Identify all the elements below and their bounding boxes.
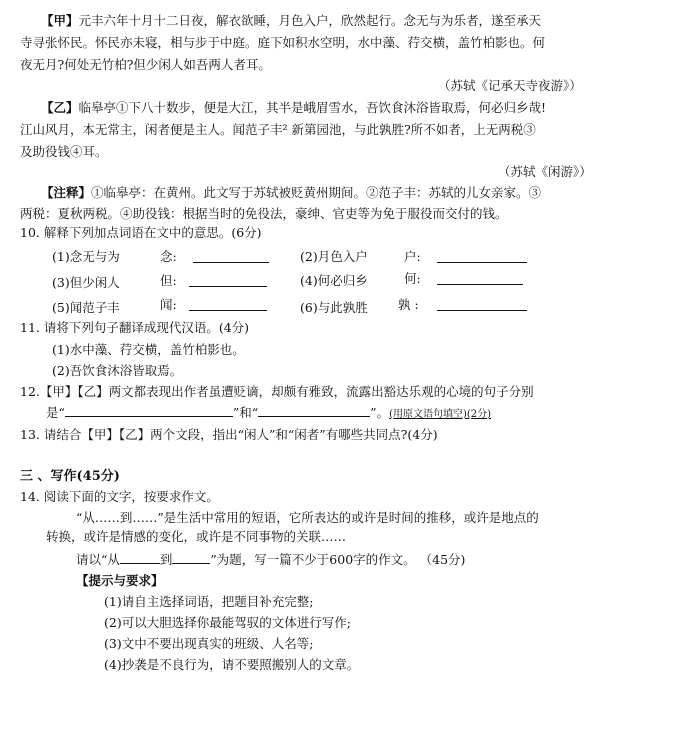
- requirement-4: (4)抄袭是不良行为，请不要照搬别人的文章。: [104, 657, 360, 672]
- q10-item-2-phrase: (2)月色入户: [300, 249, 368, 264]
- passage-b-text-1: 临皋亭①下八十数步，便是大江，其半是峨眉雪水，吾饮食沐浴皆取焉，何必归乡哉!: [78, 100, 547, 115]
- q10-item-2-answer-blank[interactable]: [437, 250, 527, 263]
- q14-passage-line-2: 转换，或许是情感的变化，或许是不同事物的关联……: [46, 529, 347, 544]
- section-3-title: 三 、写作(45分): [20, 469, 120, 484]
- notes-line-2: 两税：夏秋两税。④助役钱：根据当时的免役法，豪绅、官吏等为免于服役而交付的钱。: [20, 206, 508, 221]
- q14-passage-line-1: “从……到……”是生活中常用的短语，它所表达的或许是时间的推移，或许是地点的: [76, 510, 539, 525]
- q12-prefix: 是“: [46, 405, 65, 420]
- q10-item-5-answer-blank[interactable]: [189, 298, 267, 311]
- passage-b-line-1: [41, 99, 546, 117]
- q14-stem: 14. 阅读下面的文字，按要求作文。: [20, 489, 219, 504]
- passage-b-source: （苏轼《闲游》）: [498, 164, 592, 179]
- q10-item-1-answer-blank[interactable]: [193, 250, 269, 263]
- passage-a-text-1: 元丰六年十月十二日夜，解衣欲睡，月色入户，欣然起行。念无与为乐者，遂至承天: [78, 13, 542, 28]
- passage-a-line-1: [41, 12, 541, 30]
- q10-item-5-phrase: (5)闻范子丰: [52, 300, 120, 315]
- q14-prompt: [76, 551, 465, 569]
- q12-line-2: [46, 404, 491, 424]
- q11-stem: 11. 请将下列句子翻译成现代汉语。(4分): [20, 320, 250, 335]
- notes-line-1: [41, 184, 541, 202]
- q14-prompt-from: 请以“从: [76, 552, 120, 567]
- requirement-3: (3)文中不要出现真实的班级、人名等;: [104, 636, 314, 651]
- q10-item-3-char: 但:: [160, 273, 177, 288]
- q10-item-6-phrase: (6)与此孰胜: [300, 300, 368, 315]
- q14-title-blank-2[interactable]: [172, 551, 210, 564]
- passage-a-source: （苏轼《记承天寺夜游》）: [438, 78, 582, 93]
- q10-item-3-phrase: (3)但少闲人: [52, 275, 120, 290]
- q10-item-3-answer-blank[interactable]: [189, 274, 267, 287]
- requirement-2: (2)可以大胆选择你最能驾驭的文体进行写作;: [104, 615, 351, 630]
- q12-answer-blank-1[interactable]: [65, 404, 233, 417]
- passage-a-tag: 【甲】: [41, 13, 79, 28]
- q12-line-1: 12.【甲】【乙】两文都表现出作者虽遭贬谪，却颇有雅致，流露出豁达乐观的心境的句子分别: [20, 384, 534, 399]
- q10-item-4-answer-blank[interactable]: [437, 272, 523, 285]
- q10-item-2-char: 户:: [404, 249, 421, 264]
- q12-answer-blank-2[interactable]: [258, 404, 370, 417]
- q12-suffix: ”。: [370, 405, 390, 420]
- q10-item-5-char: 闻:: [160, 297, 177, 312]
- q10-item-1-char: 念:: [160, 249, 177, 264]
- passage-b-line-2: 江山风月，本无常主，闲者便是主人。闻范子丰² 新第园池，与此孰胜?所不如者，上无两税③: [20, 122, 536, 137]
- q10-item-1-phrase: (1)念无与为: [52, 249, 120, 264]
- passage-b-line-3: 及助役钱④耳。: [20, 144, 108, 159]
- notes-tag: 【注释】: [41, 185, 92, 200]
- q10-item-6-char: 孰 :: [398, 297, 419, 312]
- q11-sentence-2: (2)吾饮食沐浴皆取焉。: [52, 363, 183, 378]
- q10-item-4-phrase: (4)何必归乡: [300, 273, 368, 288]
- requirement-1: (1)请自主选择词语，把题目补充完整;: [104, 594, 314, 609]
- q14-title-blank-1[interactable]: [120, 551, 160, 564]
- q14-prompt-rest: ”为题，写一篇不少于600字的作文。 （45分): [210, 552, 466, 567]
- q11-sentence-1: (1)水中藻、荇交横，盖竹柏影也。: [52, 342, 245, 357]
- passage-a-line-3: 夜无月?何处无竹柏?但少闲人如吾两人者耳。: [20, 57, 271, 72]
- q10-item-6-answer-blank[interactable]: [437, 298, 527, 311]
- passage-a-line-2: 寺寻张怀民。怀民亦未寝，相与步于中庭。庭下如积水空明，水中藻、荇交横，盖竹柏影也。何: [20, 35, 546, 50]
- q10-stem: 10. 解释下列加点词语在文中的意思。(6分): [20, 225, 262, 240]
- notes-text-1: ①临皋亭：在黄州。此文写于苏轼被贬黄州期间。②范子丰：苏轼的儿女亲家。③: [91, 185, 542, 200]
- passage-b-tag: 【乙】: [41, 100, 79, 115]
- q12-mid: ”和“: [232, 405, 259, 420]
- q12-note: (用原文语句填空)(2分): [389, 409, 492, 420]
- q10-item-4-char: 何:: [404, 271, 421, 286]
- requirements-title: 【提示与要求】: [76, 573, 164, 588]
- q13-stem: 13. 请结合【甲】【乙】两个文段，指出“闲人”和“闲者”有哪些共同点?(4分): [20, 427, 438, 442]
- q14-prompt-to: 到: [159, 552, 173, 567]
